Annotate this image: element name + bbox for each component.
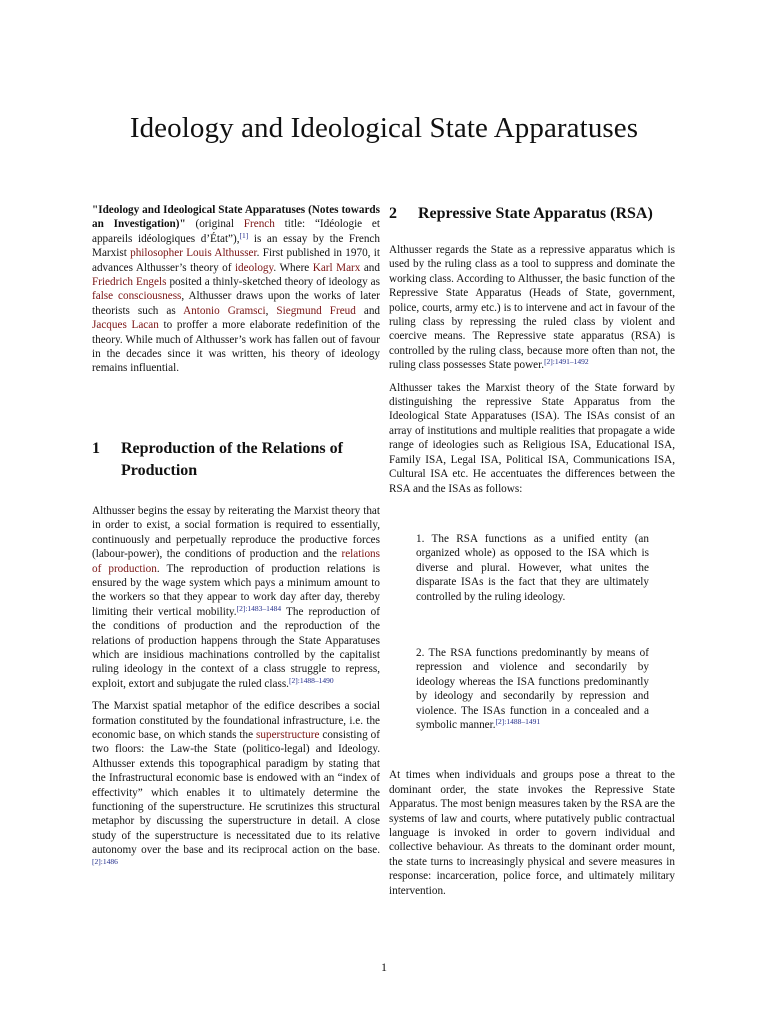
paragraph-text: The reproduction of the conditions of production and the reproduction of the relations of production happens through the State Apparatuses which are insidious machinations controlled by the capitalist ruling ideology in the context of a class struggle to repress, exploit, extort and subjugate the ruled class. [92,605,380,690]
section-1-paragraph-1 [92,504,380,691]
link-jacques-lacan[interactable]: Jacques Lacan [92,319,159,332]
citation-2[interactable]: [2]:1488–1491 [495,716,541,726]
intro-text: to proffer a more elaborate redefinition of the theory. While much of Althusser’s work has fallen out of favour in the decades since it was written, his theory of ideology remains influential. [92,319,380,375]
section-title: Repressive State Apparatus (RSA) [418,205,653,222]
page-title: Ideology and Ideological State Apparatuses [129,112,639,144]
section-2-paragraph-3: At times when individuals and groups pose a threat to the dominant order, the state invokes the Repressive State Apparatus. The most benign measures taken by the RSA are the systems of law and courts, where putatively public contractual language is invoked in order to govern individual and collective behaviour. As threats to the dominant order mount, the state turns to increasingly physical and severe measures in response: incarceration, police force, and ultimately military intervention. [389,769,675,897]
link-philosopher[interactable]: philosopher [130,247,183,260]
intro-text: is an essay by the French Marxist [92,232,380,260]
intro-text: and [355,304,381,317]
intro-text: . Where [273,261,313,274]
citation-1[interactable]: [1] [239,230,249,240]
intro-text: title: “Idéologie et appareils idéologiques d’État”), [92,218,381,245]
section-2-heading [389,203,675,225]
section-2-paragraph-1 [389,243,675,373]
intro-text: (original [185,218,244,231]
intro-paragraph [92,203,380,376]
link-superstructure[interactable]: superstructure [256,728,320,741]
intro-text: and [360,261,380,274]
left-column [92,203,380,880]
article-title-bold: "Ideology and Ideological State Apparatuses (Notes towards an Investigation)" [92,204,380,231]
citation-2[interactable]: [2]:1486 [92,856,118,866]
link-ideology[interactable]: ideology [234,261,274,274]
section-2-paragraph-2 [389,381,675,496]
rsa-isa-difference-list [389,532,675,732]
intro-text: . First published in 1970, it advances Althusser’s theory of [92,247,380,274]
link-relations-of-production[interactable]: relations of production [92,548,380,575]
paragraph-text: The Marxist spatial metaphor of the edifice describes a social formation constituted by the foundational infrastructure, i.e. the economic base, on which stands the [92,700,380,741]
paragraph-text: . The reproduction of production relations is ensured by the wage system which pays a minimum amount to the workers so that they appear to work day after day, thereby limiting their vertical mobility. [92,562,380,618]
right-column [389,203,675,906]
paragraph-text: Althusser regards the State as a repressive apparatus which is used by the ruling class as a tool to suppress and dominate the working class. According to Althusser, the basic function of the Repressive State Apparatus (Heads of State, government, police, courts, army etc.) is to intervene and act in favour of the ruling class by repressing the ruled class by violent and coercive means. The Repressive state apparatus (RSA) is controlled by the ruling class, because more often than not, the ruling class possesses State power. [389,244,675,372]
paragraph-text: Althusser takes the Marxist theory of the State forward by distinguishing the repressive State Apparatus from the Ideological State Apparatuses (ISA). The ISAs consist of an array of institutions and multiple realities that propagate a wide range of ideologies such as Religious ISA, Educational ISA, Family ISA, Legal ISA, Political ISA, Communications ISA, Cultural ISA etc. He accentuates the differences between the RSA and the ISAs as follows: [389,381,675,495]
link-karl-marx[interactable]: Karl Marx [312,261,361,274]
intro-text: posited a thinly-sketched theory of ideology as [166,276,380,289]
paragraph-text: consisting of two floors: the Law-the State (politico-legal) and Ideology. Althusser extends this topographical paradigm by stating that the Infrastructural economic base is endowed with an “index of effectivity” which enables it to ultimately determine the functioning of the superstructure. He scrutinizes this structural metaphor by discussing the superstructure in detail. A close study of the superstructure is necessitated due to its relative autonomy over the base and its reciprocal action on the base. [92,728,380,857]
list-item [416,646,649,732]
section-1-paragraph-2 [92,699,380,872]
section-number: 1 [92,439,100,457]
list-item: 1. The RSA functions as a unified entity (an organized whole) as opposed to the ISA which is diverse and plural. However, what unites the disparate ISAs is the fact that they are ultimately controlled by the ruling ideology. [416,532,649,603]
link-antonio-gramsci[interactable]: Antonio Gramsci [183,304,266,317]
section-1-heading [92,438,380,482]
citation-2[interactable]: [2]:1491–1492 [544,357,589,367]
page-number: 1 [381,960,387,974]
section-title: Reproduction of the Relations of Production [121,439,343,479]
list-item-text: 2. The RSA functions predominantly by means of repression and violence and secondarily by ideology whereas the ISA functions predominantly by ideology and secondarily by repression and violence. The ISAs function in a concealed and a symbolic manner. [416,646,649,731]
link-french[interactable]: French [243,218,275,231]
link-false-consciousness[interactable]: false consciousness [92,290,182,303]
intro-text: , Althusser draws upon the works of later theorists such as [92,290,380,317]
link-friedrich-engels[interactable]: Friedrich Engels [92,276,167,289]
link-siegmund-freud[interactable]: Siegmund Freud [276,304,356,317]
citation-2[interactable]: [2]:1488–1490 [288,675,334,685]
intro-text: , [265,304,277,317]
citation-2[interactable]: [2]:1483–1484 [236,603,282,613]
paragraph-text: Althusser begins the essay by reiterating the Marxist theory that in order to exist, a social formation is required to essentially, continuously and perpetually reproduce the productive forces (labour-power), the conditions of production and the [92,504,380,561]
section-number: 2 [389,205,397,222]
link-louis-althusser[interactable]: Louis Althusser [186,247,257,260]
